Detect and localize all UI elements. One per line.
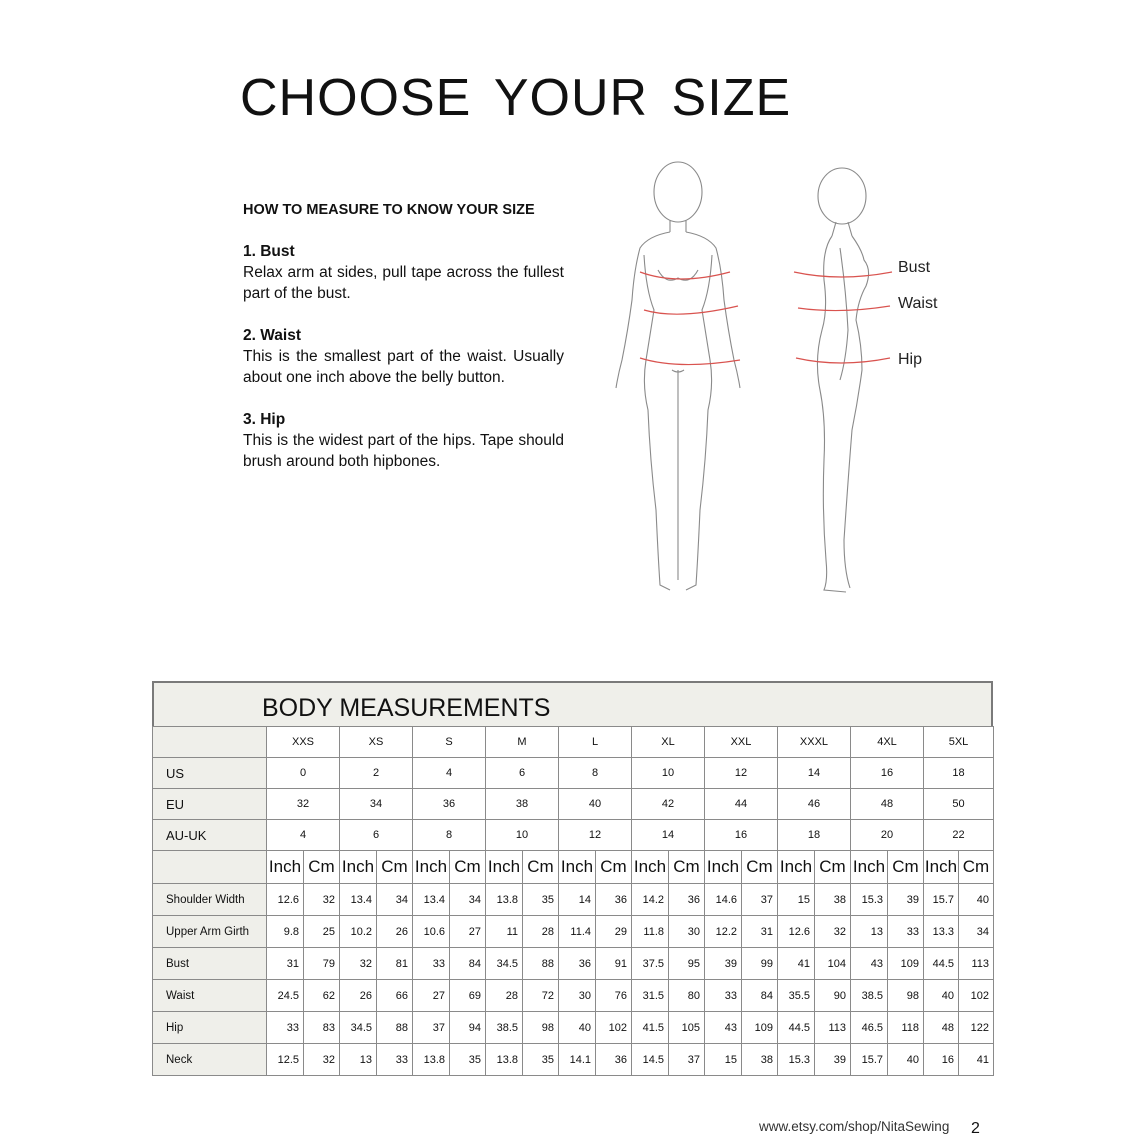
measurement-value: 32 xyxy=(815,916,851,948)
measurement-value: 36 xyxy=(596,1044,632,1076)
body-measurements-table xyxy=(152,726,994,1076)
table-row xyxy=(153,1044,994,1076)
measurement-value: 38 xyxy=(815,884,851,916)
waist-line-front xyxy=(644,306,738,314)
measurement-value: 84 xyxy=(742,980,778,1012)
unit-inch: Inch xyxy=(924,851,959,884)
measurement-value: 13.4 xyxy=(340,884,377,916)
measurement-value: 37.5 xyxy=(632,948,669,980)
measurement-value: 15.3 xyxy=(778,1044,815,1076)
table-title: BODY MEASUREMENTS xyxy=(262,694,551,722)
measurement-value: 88 xyxy=(377,1012,413,1044)
size-header: 5XL xyxy=(924,727,994,758)
table-row xyxy=(153,916,994,948)
row-label: Hip xyxy=(153,1012,267,1044)
step-title: 2. Waist xyxy=(243,327,301,344)
measurement-value: 88 xyxy=(523,948,559,980)
size-value: 48 xyxy=(851,789,924,820)
row-label: Bust xyxy=(153,948,267,980)
measurement-value: 109 xyxy=(888,948,924,980)
measurement-value: 31 xyxy=(742,916,778,948)
measurement-value: 94 xyxy=(450,1012,486,1044)
measurement-value: 38 xyxy=(742,1044,778,1076)
size-value: 10 xyxy=(632,758,705,789)
measurement-value: 35 xyxy=(450,1044,486,1076)
size-header: S xyxy=(413,727,486,758)
measurement-value: 69 xyxy=(450,980,486,1012)
side-figure xyxy=(817,168,868,592)
hip-line-side xyxy=(796,358,890,363)
measurement-lines xyxy=(640,272,892,365)
measurement-value: 33 xyxy=(267,1012,304,1044)
size-header: M xyxy=(486,727,559,758)
measurement-value: 33 xyxy=(888,916,924,948)
body-figure-illustration xyxy=(600,160,960,620)
measurement-value: 14.5 xyxy=(632,1044,669,1076)
size-header: XXS xyxy=(267,727,340,758)
measurement-value: 35.5 xyxy=(778,980,815,1012)
measurement-value: 15.7 xyxy=(924,884,959,916)
unit-cm: Cm xyxy=(304,851,340,884)
unit-inch: Inch xyxy=(267,851,304,884)
measurement-value: 9.8 xyxy=(267,916,304,948)
step-title: 1. Bust xyxy=(243,243,295,260)
unit-cm: Cm xyxy=(959,851,994,884)
label-hip: Hip xyxy=(898,351,923,368)
measurement-value: 37 xyxy=(669,1044,705,1076)
row-label: Shoulder Width xyxy=(153,884,267,916)
measurement-value: 36 xyxy=(669,884,705,916)
size-value: 42 xyxy=(632,789,705,820)
size-value: 18 xyxy=(778,820,851,851)
shop-url: www.etsy.com/shop/NitaSewing xyxy=(759,1119,950,1134)
size-value: 4 xyxy=(413,758,486,789)
table-row xyxy=(153,758,994,789)
size-value: 14 xyxy=(778,758,851,789)
label-bust: Bust xyxy=(898,259,931,276)
unit-inch: Inch xyxy=(559,851,596,884)
measurement-value: 10.2 xyxy=(340,916,377,948)
step-waist xyxy=(243,325,564,388)
measurement-value: 113 xyxy=(959,948,994,980)
measurement-value: 40 xyxy=(559,1012,596,1044)
measure-instructions xyxy=(243,200,564,493)
measurement-value: 15 xyxy=(778,884,815,916)
measurement-value: 39 xyxy=(815,1044,851,1076)
measurement-value: 38.5 xyxy=(851,980,888,1012)
table-row xyxy=(153,980,994,1012)
step-body: Relax arm at sides, pull tape across the fullest part of the bust. xyxy=(243,264,564,302)
size-value: 20 xyxy=(851,820,924,851)
measurement-value: 32 xyxy=(304,1044,340,1076)
measurement-value: 34.5 xyxy=(486,948,523,980)
measurement-value: 98 xyxy=(523,1012,559,1044)
unit-cm: Cm xyxy=(815,851,851,884)
measurement-value: 41.5 xyxy=(632,1012,669,1044)
measurement-value: 44.5 xyxy=(924,948,959,980)
measurement-value: 13.4 xyxy=(413,884,450,916)
row-label: Neck xyxy=(153,1044,267,1076)
measurement-value: 43 xyxy=(851,948,888,980)
size-value: 32 xyxy=(267,789,340,820)
unit-inch: Inch xyxy=(486,851,523,884)
measurement-value: 30 xyxy=(559,980,596,1012)
measurement-value: 118 xyxy=(888,1012,924,1044)
measurement-value: 26 xyxy=(377,916,413,948)
corner-cell xyxy=(153,727,267,758)
measurement-value: 122 xyxy=(959,1012,994,1044)
instructions-heading: HOW TO MEASURE TO KNOW YOUR SIZE xyxy=(243,202,535,218)
measurement-value: 102 xyxy=(596,1012,632,1044)
measurement-value: 33 xyxy=(413,948,450,980)
measurement-value: 13.8 xyxy=(486,1044,523,1076)
measurement-value: 40 xyxy=(924,980,959,1012)
size-value: 40 xyxy=(559,789,632,820)
measurement-value: 31.5 xyxy=(632,980,669,1012)
measurement-value: 44.5 xyxy=(778,1012,815,1044)
size-value: 22 xyxy=(924,820,994,851)
size-value: 36 xyxy=(413,789,486,820)
measurement-value: 12.6 xyxy=(267,884,304,916)
unit-inch: Inch xyxy=(632,851,669,884)
measurement-value: 84 xyxy=(450,948,486,980)
table-row xyxy=(153,948,994,980)
measurement-value: 32 xyxy=(340,948,377,980)
step-bust xyxy=(243,241,564,304)
measurement-value: 83 xyxy=(304,1012,340,1044)
measurement-value: 15.3 xyxy=(851,884,888,916)
measurement-value: 72 xyxy=(523,980,559,1012)
measurement-value: 13 xyxy=(340,1044,377,1076)
size-value: 8 xyxy=(413,820,486,851)
measurement-value: 11.4 xyxy=(559,916,596,948)
size-value: 6 xyxy=(486,758,559,789)
page-number: 2 xyxy=(971,1120,980,1137)
measurement-value: 14.2 xyxy=(632,884,669,916)
measurement-value: 38.5 xyxy=(486,1012,523,1044)
measurement-value: 37 xyxy=(413,1012,450,1044)
size-header: XS xyxy=(340,727,413,758)
step-hip xyxy=(243,409,564,472)
measurement-value: 113 xyxy=(815,1012,851,1044)
measurement-value: 13.8 xyxy=(413,1044,450,1076)
row-label: EU xyxy=(153,789,267,820)
measurement-value: 25 xyxy=(304,916,340,948)
front-figure xyxy=(616,162,740,590)
measurement-value: 32 xyxy=(304,884,340,916)
unit-cm: Cm xyxy=(596,851,632,884)
size-value: 12 xyxy=(559,820,632,851)
unit-cm: Cm xyxy=(742,851,778,884)
measurement-value: 66 xyxy=(377,980,413,1012)
measurement-value: 34 xyxy=(959,916,994,948)
size-value: 6 xyxy=(340,820,413,851)
unit-cm: Cm xyxy=(450,851,486,884)
measurement-value: 34.5 xyxy=(340,1012,377,1044)
size-value: 8 xyxy=(559,758,632,789)
measurement-value: 35 xyxy=(523,1044,559,1076)
measurement-value: 28 xyxy=(486,980,523,1012)
measurement-value: 33 xyxy=(377,1044,413,1076)
measurement-value: 46.5 xyxy=(851,1012,888,1044)
bust-line-front xyxy=(640,272,730,279)
measurement-value: 102 xyxy=(959,980,994,1012)
measurement-value: 13.8 xyxy=(486,884,523,916)
measurement-value: 12.6 xyxy=(778,916,815,948)
measurement-value: 76 xyxy=(596,980,632,1012)
size-value: 46 xyxy=(778,789,851,820)
hip-line-front xyxy=(640,358,740,365)
measurement-value: 109 xyxy=(742,1012,778,1044)
measurement-value: 13 xyxy=(851,916,888,948)
table-row xyxy=(153,884,994,916)
unit-inch: Inch xyxy=(413,851,450,884)
size-value: 18 xyxy=(924,758,994,789)
measurement-value: 48 xyxy=(924,1012,959,1044)
measurement-value: 13.3 xyxy=(924,916,959,948)
size-value: 50 xyxy=(924,789,994,820)
step-body: This is the widest part of the hips. Tape should brush around both hipbones. xyxy=(243,432,564,470)
unit-cm: Cm xyxy=(523,851,559,884)
measurement-value: 15.7 xyxy=(851,1044,888,1076)
measurement-value: 80 xyxy=(669,980,705,1012)
measurement-value: 43 xyxy=(705,1012,742,1044)
measurement-value: 24.5 xyxy=(267,980,304,1012)
unit-header-row xyxy=(153,851,994,884)
unit-inch: Inch xyxy=(778,851,815,884)
measurement-value: 34 xyxy=(377,884,413,916)
size-header-row xyxy=(153,727,994,758)
measurement-value: 12.5 xyxy=(267,1044,304,1076)
measurement-value: 35 xyxy=(523,884,559,916)
measurement-value: 90 xyxy=(815,980,851,1012)
step-title: 3. Hip xyxy=(243,411,286,428)
size-header: XL xyxy=(632,727,705,758)
size-value: 34 xyxy=(340,789,413,820)
measurement-value: 14.1 xyxy=(559,1044,596,1076)
measurement-value: 62 xyxy=(304,980,340,1012)
measurement-value: 95 xyxy=(669,948,705,980)
size-header: 4XL xyxy=(851,727,924,758)
measurement-value: 40 xyxy=(959,884,994,916)
measurement-value: 91 xyxy=(596,948,632,980)
measurement-value: 39 xyxy=(705,948,742,980)
row-label: Waist xyxy=(153,980,267,1012)
unit-cm: Cm xyxy=(888,851,924,884)
measurement-value: 30 xyxy=(669,916,705,948)
unit-cm: Cm xyxy=(377,851,413,884)
measurement-value: 105 xyxy=(669,1012,705,1044)
measurement-value: 104 xyxy=(815,948,851,980)
measurement-value: 26 xyxy=(340,980,377,1012)
size-value: 0 xyxy=(267,758,340,789)
measurement-value: 27 xyxy=(413,980,450,1012)
size-value: 16 xyxy=(851,758,924,789)
measurement-value: 99 xyxy=(742,948,778,980)
measurement-value: 14.6 xyxy=(705,884,742,916)
measurement-value: 16 xyxy=(924,1044,959,1076)
measurement-value: 29 xyxy=(596,916,632,948)
unit-inch: Inch xyxy=(705,851,742,884)
measurement-value: 36 xyxy=(596,884,632,916)
unit-inch: Inch xyxy=(340,851,377,884)
corner-cell xyxy=(153,851,267,884)
measurement-value: 11 xyxy=(486,916,523,948)
row-label: US xyxy=(153,758,267,789)
waist-line-side xyxy=(798,306,890,311)
size-value: 44 xyxy=(705,789,778,820)
measurement-value: 34 xyxy=(450,884,486,916)
measurement-value: 11.8 xyxy=(632,916,669,948)
size-value: 16 xyxy=(705,820,778,851)
size-value: 10 xyxy=(486,820,559,851)
size-value: 2 xyxy=(340,758,413,789)
measurement-value: 39 xyxy=(888,884,924,916)
measurement-value: 14 xyxy=(559,884,596,916)
row-label: Upper Arm Girth xyxy=(153,916,267,948)
measurement-value: 37 xyxy=(742,884,778,916)
size-value: 38 xyxy=(486,789,559,820)
measurement-value: 40 xyxy=(888,1044,924,1076)
table-row xyxy=(153,820,994,851)
measurement-value: 10.6 xyxy=(413,916,450,948)
size-header: XXXL xyxy=(778,727,851,758)
measurement-value: 33 xyxy=(705,980,742,1012)
measurement-value: 81 xyxy=(377,948,413,980)
measurement-value: 28 xyxy=(523,916,559,948)
measurement-value: 15 xyxy=(705,1044,742,1076)
size-header: L xyxy=(559,727,632,758)
unit-inch: Inch xyxy=(851,851,888,884)
measurement-value: 31 xyxy=(267,948,304,980)
measurement-value: 27 xyxy=(450,916,486,948)
measurement-value: 36 xyxy=(559,948,596,980)
table-row xyxy=(153,789,994,820)
size-value: 4 xyxy=(267,820,340,851)
measurement-value: 41 xyxy=(959,1044,994,1076)
measurement-value: 98 xyxy=(888,980,924,1012)
label-waist: Waist xyxy=(898,295,938,312)
row-label: AU-UK xyxy=(153,820,267,851)
measurement-value: 79 xyxy=(304,948,340,980)
unit-cm: Cm xyxy=(669,851,705,884)
size-value: 12 xyxy=(705,758,778,789)
step-body: This is the smallest part of the waist. Usually about one inch above the belly button. xyxy=(243,348,564,386)
page-title: CHOOSE YOUR SIZE xyxy=(240,69,792,127)
measurement-value: 41 xyxy=(778,948,815,980)
measurement-value: 12.2 xyxy=(705,916,742,948)
size-header: XXL xyxy=(705,727,778,758)
size-value: 14 xyxy=(632,820,705,851)
table-row xyxy=(153,1012,994,1044)
